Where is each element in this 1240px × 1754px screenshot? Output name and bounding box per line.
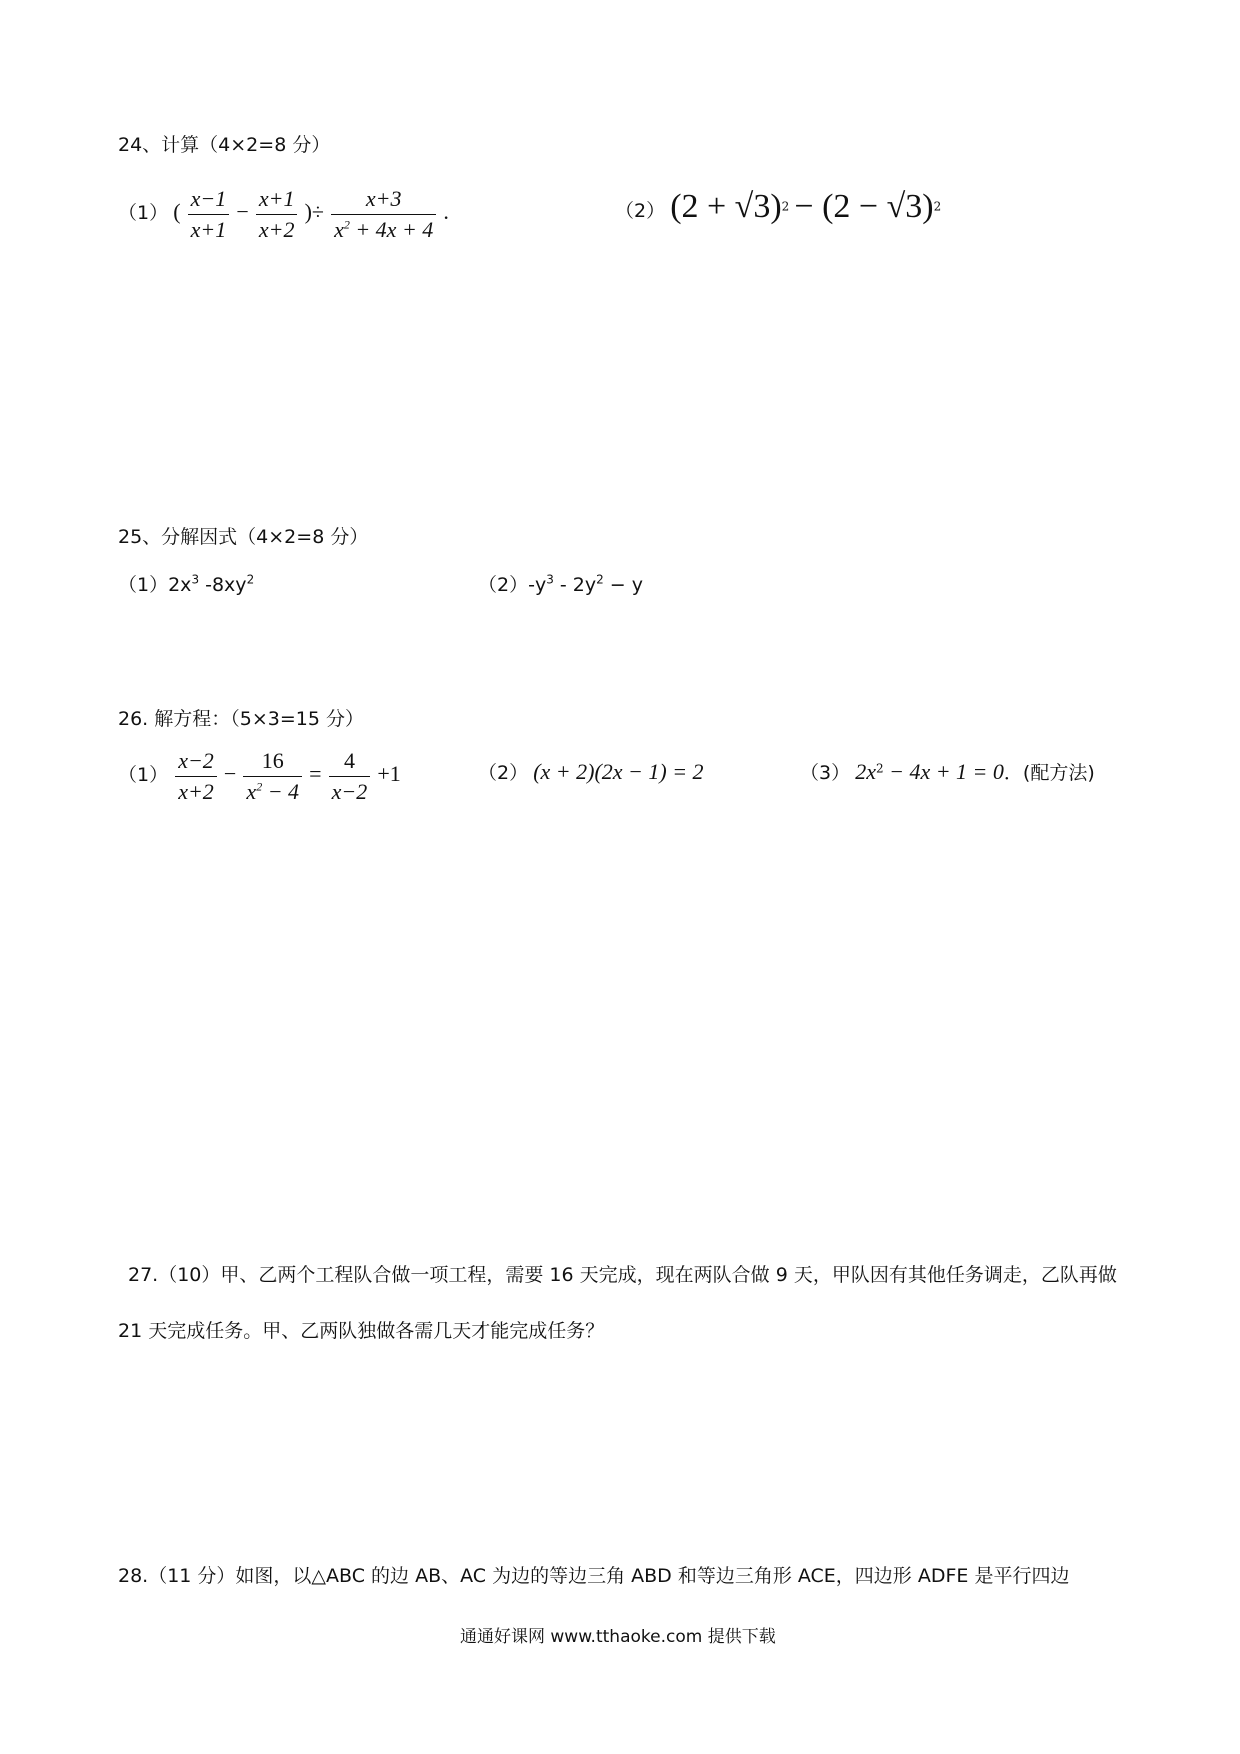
q25-part2: $(2)-y^3 - 2y^2 - y$ — [478, 572, 644, 596]
q24-part2: （2） $(2 + √3)^2 - (2 - √3)^2$ — [615, 188, 942, 225]
q24-part1: （1） ( $\frac{x-1}{x+1}$ − $\frac{x+1}{x+2}$ )÷ $\frac{x+3}{x^2 + 4x + 4}$ . — [118, 186, 449, 242]
q24-p1-frac3: $\frac{x+3}{x^2 + 4x + 4}$ — [331, 186, 436, 243]
q26-p1-frac2: $\frac{16}{x^2 - 4}$ — [243, 748, 302, 805]
q24-p1-label: （1） — [118, 202, 169, 224]
q26-p1-frac1: $\frac{x-2}{x+2}$ — [175, 748, 217, 805]
q27-text: 27.（10）甲、乙两个工程队合做一项工程，需要 16 天完成，现在两队合做 9 天，甲队因有其他任务调走，乙队再做 21 天完成任务。甲、乙两队独做各需几天才能完成任务？ — [118, 1264, 1117, 1342]
q26-part3: （3） $2x^2 - 4x + 1 = 0$．(配方法) — [800, 759, 1095, 784]
q26-title: 26. 解方程：（5×3=15 分） — [118, 708, 364, 730]
q24-p1-open: ( — [173, 199, 181, 224]
q26-p1-frac3: $\frac{4}{x-2}$ — [329, 748, 371, 805]
q24-p2-label: （2） — [615, 200, 666, 222]
q25-part1: $(1)2x^3$ $-8xy^2$ — [118, 572, 255, 596]
q26-part1: （1） $\frac{x-2}{x+2}$ − $\frac{16}{x^2 - 4}$ = $\frac{4}{x-2}$ +1 — [118, 748, 401, 804]
q28-text: 28.（11 分）如图，以△ABC 的边 AB、AC 为边的等边三角 ABD 和等边三角形 ACE，四边形 ADFE 是平行四边 — [118, 1565, 1070, 1587]
q25-title: 25、分解因式（4×2=8 分） — [118, 526, 369, 548]
footer-credit: 通通好课网 www.tthaoke.com 提供下载 — [460, 1627, 776, 1647]
q24-p1-frac1: $\frac{x-1}{x+1}$ — [188, 186, 230, 243]
q26-part2: （2） (x + 2)(2x − 1) = 2 — [478, 759, 704, 784]
q24-title: 24、计算（4×2=8 分） — [118, 134, 331, 156]
q24-p1-frac2: $\frac{x+1}{x+2}$ — [256, 186, 298, 243]
